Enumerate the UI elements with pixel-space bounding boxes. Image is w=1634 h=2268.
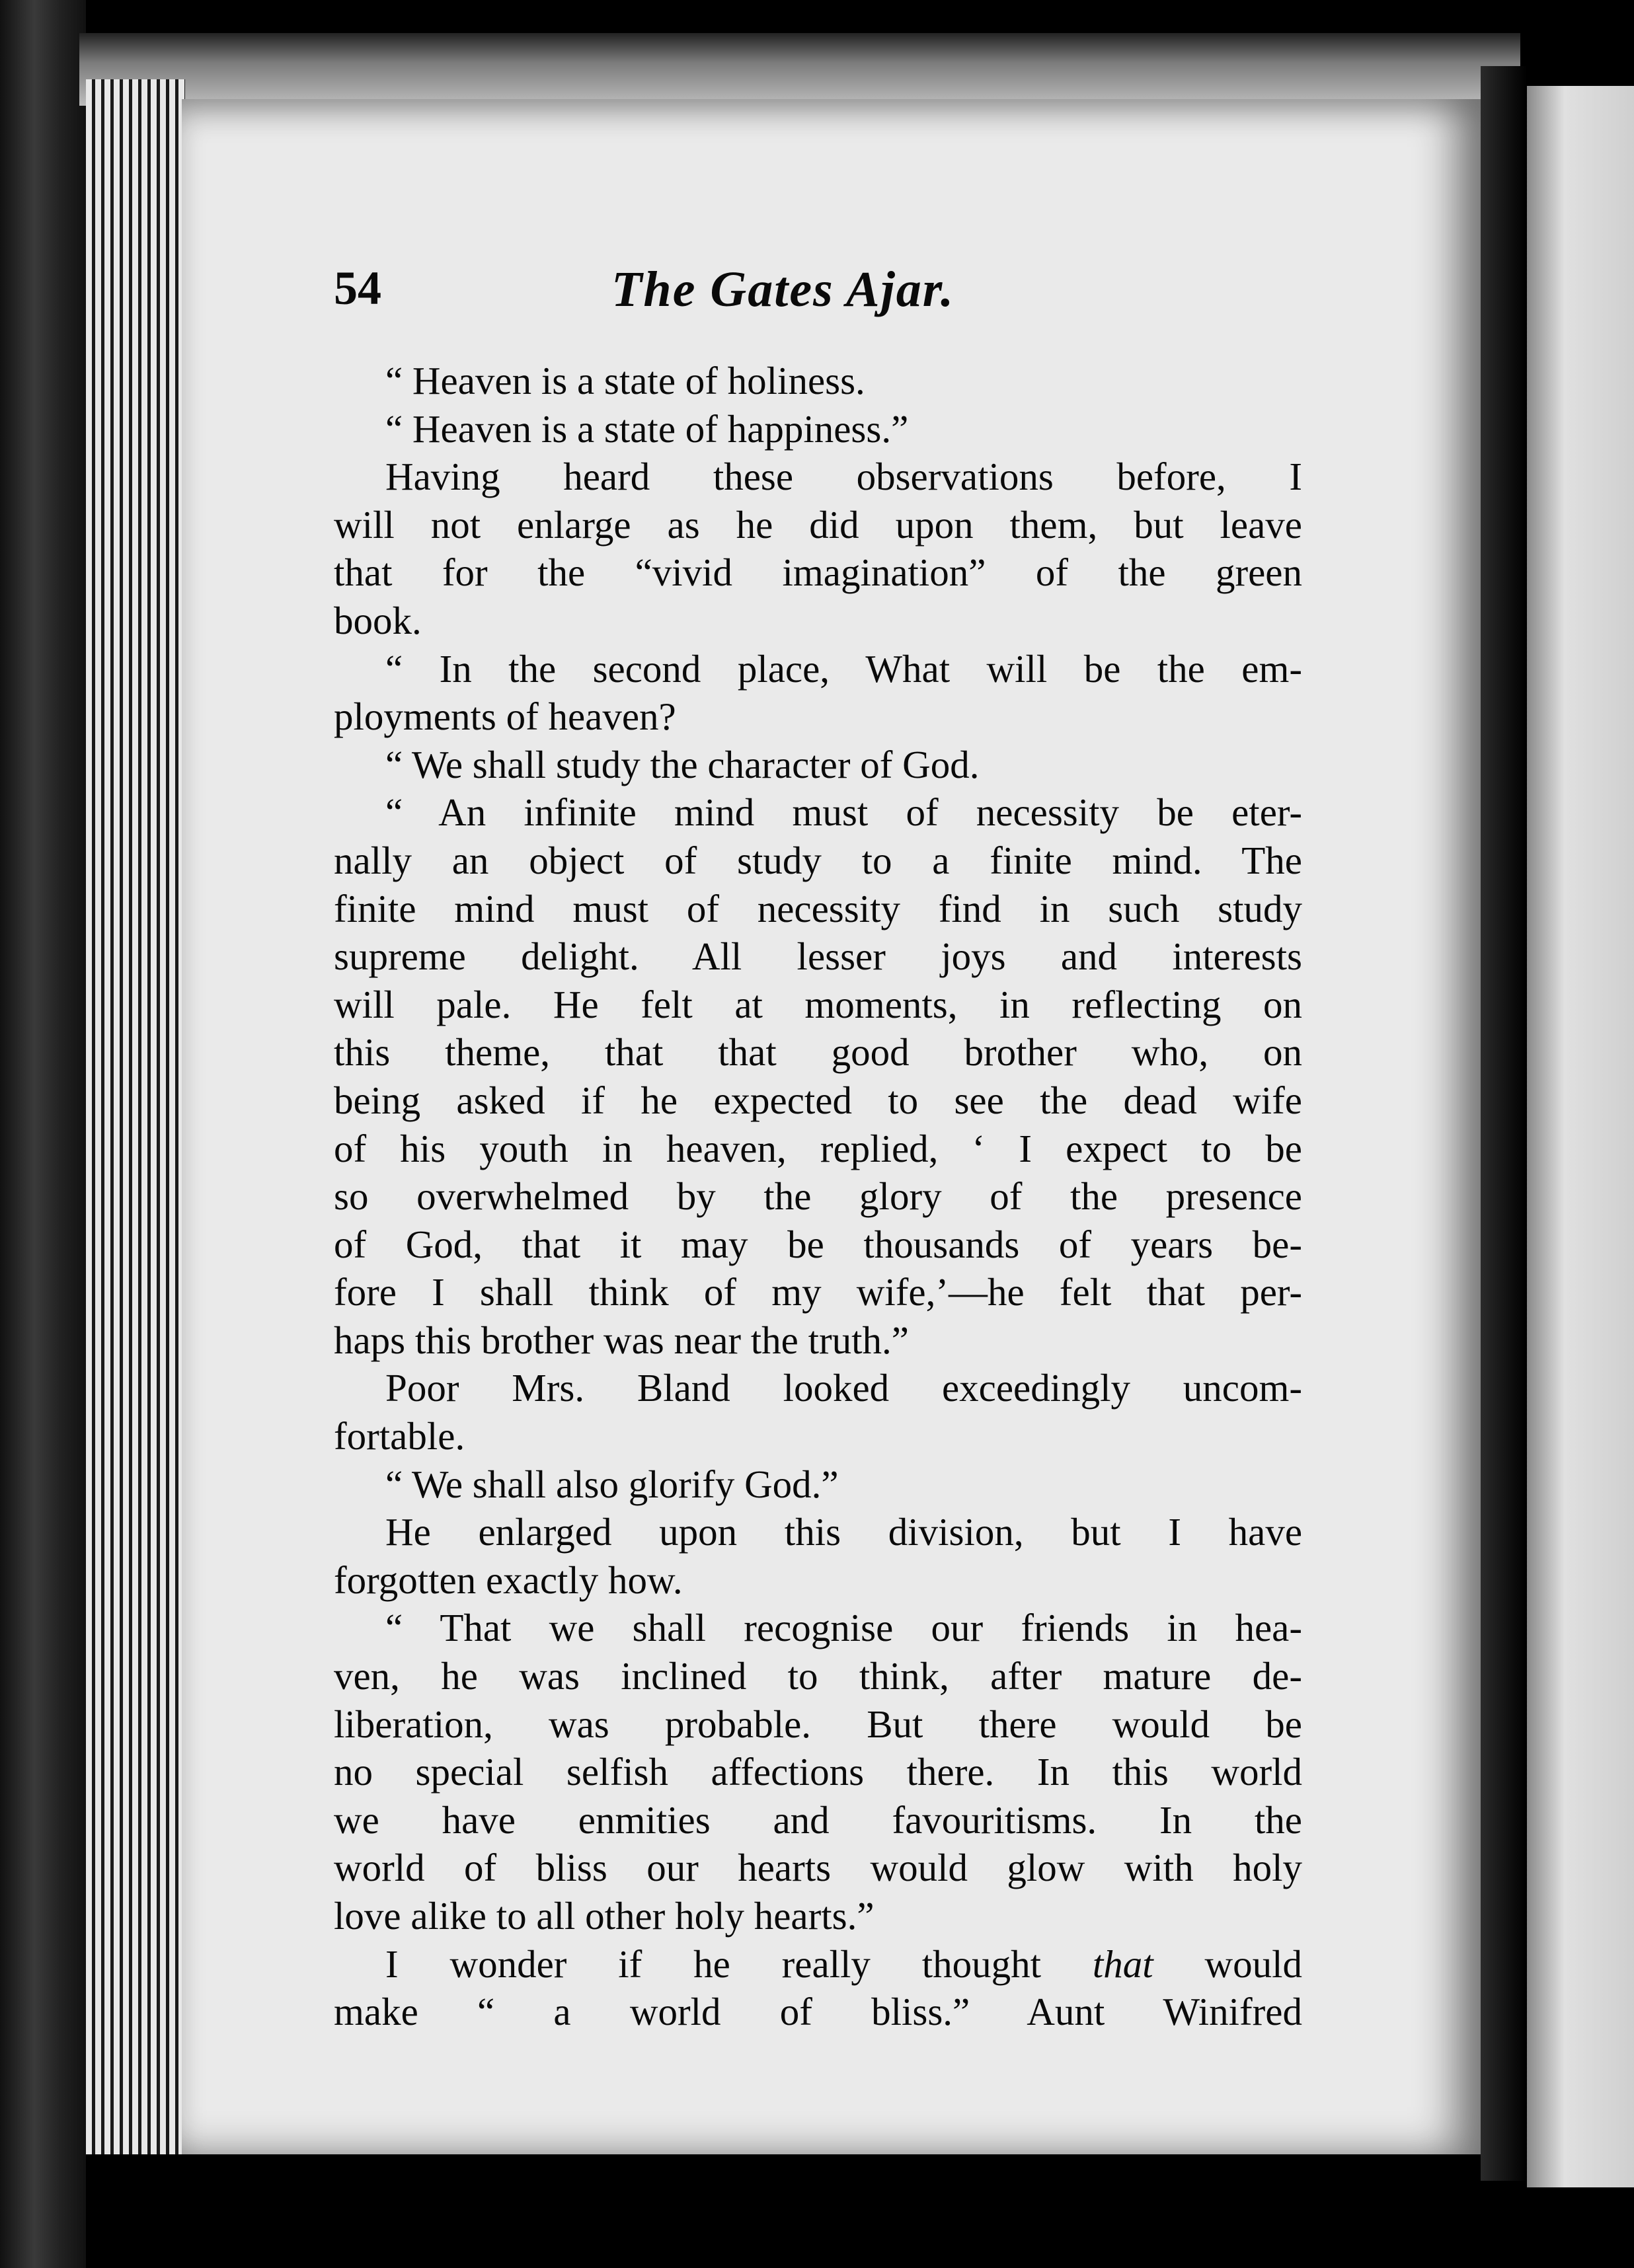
text-line: ven, he was inclined to think, after mature de- (334, 1654, 1302, 1698)
text-line (334, 1940, 1302, 1988)
text-line: fore I shall think of my wife,’—he felt that per- (334, 1270, 1302, 1314)
text-line: haps this brother was near the truth.” (334, 1318, 909, 1362)
text-line: this theme, that that good brother who, on (334, 1030, 1302, 1075)
text-line: Having heard these observations before, I (385, 455, 1302, 499)
text-line: so overwhelmed by the glory of the presence (334, 1174, 1302, 1219)
facing-page-edge (1527, 86, 1634, 2187)
text-line: Poor Mrs. Bland looked exceedingly uncom- (385, 1366, 1302, 1410)
text-line: will not enlarge as he did upon them, but leave (334, 502, 1302, 547)
book-gutter (1481, 66, 1527, 2181)
text-line: “ Heaven is a state of happiness.” (385, 406, 909, 451)
text-line: forgotten exactly how. (334, 1558, 683, 1602)
text-line: ployments of heaven? (334, 695, 676, 739)
text-line: of his youth in heaven, replied, ‘ I expect to be (334, 1126, 1302, 1170)
text-line: of God, that it may be thousands of years be- (334, 1222, 1302, 1266)
text-line: He enlarged upon this division, but I have (385, 1510, 1302, 1554)
text-line: make “ a world of bliss.” Aunt Winifred (334, 1990, 1302, 2034)
text-segment: I wonder if he really thought (385, 1942, 1093, 1986)
text-line: “ We shall also glorify God.” (385, 1462, 839, 1506)
text-line: “ In the second place, What will be the em- (385, 646, 1302, 691)
text-line: being asked if he expected to see the dead wife (334, 1078, 1302, 1122)
text-line: world of bliss our hearts would glow with holy (334, 1846, 1302, 1890)
body-text (334, 357, 1302, 2036)
emphasized-word: that (1092, 1942, 1153, 1986)
running-title: The Gates Ajar. (611, 262, 955, 317)
text-line: “ We shall study the character of God. (385, 742, 980, 786)
page-header (334, 261, 1312, 334)
text-line: “ Heaven is a state of holiness. (385, 359, 865, 402)
text-line: “ That we shall recognise our friends in hea- (385, 1606, 1302, 1650)
text-line: will pale. He felt at moments, in reflecting on (334, 982, 1302, 1026)
text-line: that for the “vivid imagination” of the green (334, 550, 1302, 595)
page-number: 54 (334, 262, 381, 315)
text-line: we have enmities and favouritisms. In the (334, 1797, 1302, 1842)
text-line: supreme delight. All lesser joys and interests (334, 934, 1302, 979)
page-edges (86, 79, 185, 2154)
text-line: nally an object of study to a finite mind. The (334, 838, 1302, 882)
text-line: no special selfish affections there. In this world (334, 1750, 1302, 1794)
text-line: love alike to all other holy hearts.” (334, 1894, 875, 1938)
text-line: book. (334, 598, 422, 642)
book-spine-edge (0, 0, 86, 2268)
text-line: finite mind must of necessity find in such study (334, 886, 1302, 930)
text-line: liberation, was probable. But there would be (334, 1702, 1302, 1746)
text-segment: would (1153, 1942, 1302, 1986)
text-line: fortable. (334, 1414, 465, 1458)
text-line: “ An infinite mind must of necessity be eter- (385, 790, 1302, 835)
book-top-edge (79, 33, 1520, 106)
